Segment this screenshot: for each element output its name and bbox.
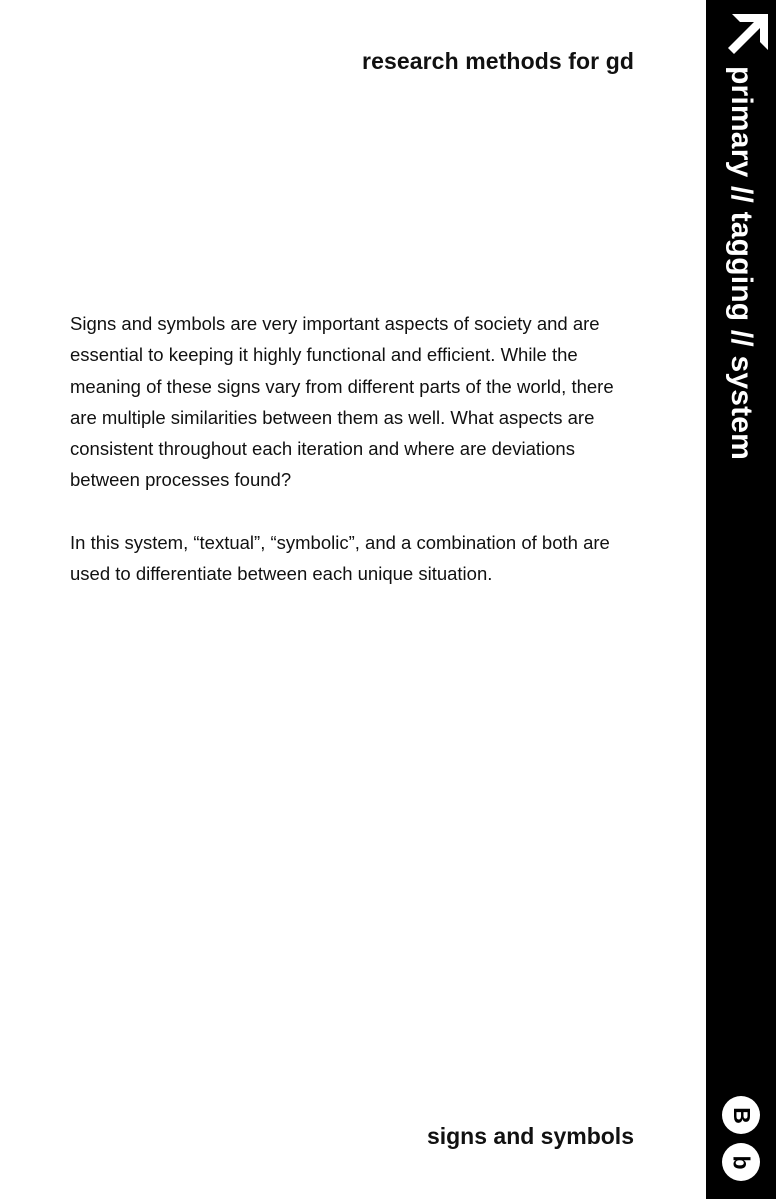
section-badge-lower [722,1143,760,1181]
section-badge-lower-label: b [728,1154,755,1170]
section-tab-sidebar [706,0,776,1199]
body-text [70,308,640,620]
body-paragraph-system: In this system, “textual”, “symbolic”, and a combination of both are used to differentiate between each unique situation. [70,531,610,585]
document-header-title: research methods for gd [362,48,634,74]
body-paragraph-intro: Signs and symbols are very important aspects of society and are essential to keeping it highly functional and efficient. While the meaning of these signs vary from different parts of the world, there are multiple similarities between them as well. What aspects are consistent throughout each iteration and where are deviations between processes found? [70,313,614,491]
vertical-section-title: primary // tagging // system [725,66,758,461]
section-badge-upper [722,1096,760,1134]
document-footer-title: signs and symbols [426,1123,634,1149]
section-badge-upper-label: B [728,1106,755,1124]
arrow-up-right-icon [724,14,768,58]
